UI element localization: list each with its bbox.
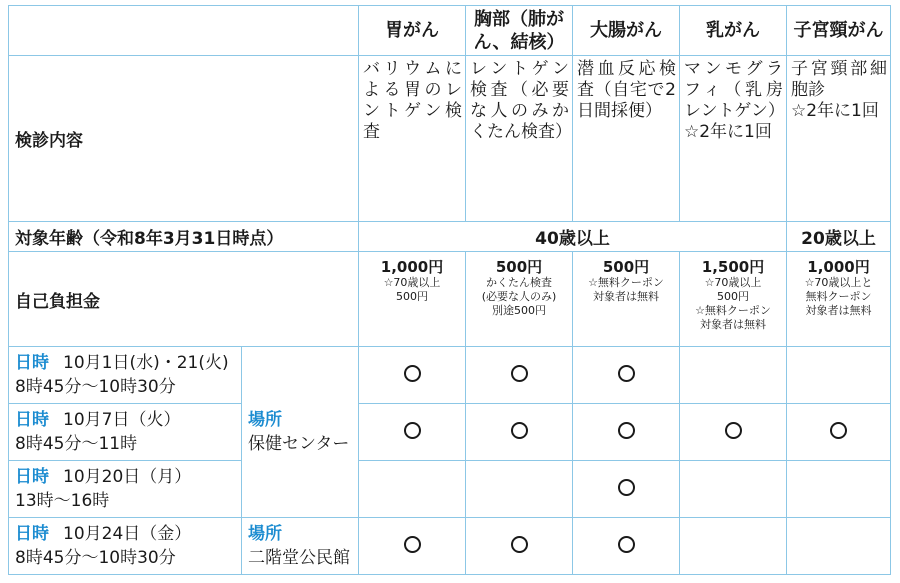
available-mark: [725, 422, 742, 439]
place-label: 場所: [248, 410, 282, 430]
header-row: [9, 6, 891, 56]
mark-cell: [680, 461, 787, 518]
cost-cell-breast: [680, 252, 787, 347]
place-label: 場所: [248, 524, 282, 544]
mark-cell: [573, 461, 680, 518]
cost-amount: 1,000円: [807, 258, 870, 276]
cost-amount: 1,000円: [380, 258, 444, 276]
exam-row: [9, 56, 891, 222]
screening-table: [8, 5, 891, 575]
available-mark: [404, 422, 421, 439]
mark-cell: [359, 518, 466, 575]
mark-cell: [787, 347, 891, 404]
schedule-row: [9, 404, 891, 461]
col-header-cervical: 子宮頸がん: [787, 6, 891, 56]
exam-text: レントゲン検査（必要な人のみかくたん検査）: [470, 59, 572, 142]
age-row: [9, 222, 891, 252]
age-value-main: 40歳以上: [359, 222, 787, 252]
schedule-date: 10月1日(水)・21(火): [63, 353, 229, 373]
cost-note: ☆70歳以上 500円 ☆無料クーポン 対象者は無料: [695, 276, 771, 331]
mark-cell: [359, 347, 466, 404]
available-mark: [618, 479, 635, 496]
date-label: 日時: [15, 467, 49, 487]
cost-note: ☆無料クーポン 対象者は無料: [588, 276, 664, 303]
exam-cell-cervical: [787, 56, 891, 222]
exam-text: マンモグラフィ（乳房レントゲン）: [684, 59, 785, 121]
col-header-chest: 胸部（肺が ん、結核）: [466, 6, 573, 56]
exam-note: ☆2年に1回: [791, 101, 879, 121]
exam-note: ☆2年に1回: [684, 122, 772, 142]
schedule-datetime: [9, 518, 242, 575]
date-label: 日時: [15, 410, 49, 430]
schedule-row: [9, 518, 891, 575]
date-label: 日時: [15, 353, 49, 373]
cost-row-label: 自己負担金: [9, 252, 359, 347]
mark-cell: [573, 404, 680, 461]
exam-row-label: 検診内容: [9, 56, 359, 222]
schedule-time: 8時45分～11時: [15, 434, 138, 454]
available-mark: [511, 422, 528, 439]
schedule-date: 10月24日（金）: [63, 524, 192, 544]
mark-cell: [573, 518, 680, 575]
schedule-place: [242, 347, 359, 518]
mark-cell: [680, 518, 787, 575]
mark-cell: [787, 404, 891, 461]
col-header-stomach: 胃がん: [359, 6, 466, 56]
schedule-date: 10月7日（火）: [63, 410, 181, 430]
available-mark: [404, 365, 421, 382]
schedule-time: 13時～16時: [15, 491, 110, 511]
available-mark: [618, 536, 635, 553]
available-mark: [404, 536, 421, 553]
schedule-datetime: [9, 461, 242, 518]
cost-cell-chest: [466, 252, 573, 347]
schedule-date: 10月20日（月）: [63, 467, 192, 487]
mark-cell: [466, 461, 573, 518]
available-mark: [511, 365, 528, 382]
cost-note: かくたん検査 (必要な人のみ) 別途500円: [481, 276, 557, 317]
mark-cell: [680, 404, 787, 461]
mark-cell: [680, 347, 787, 404]
available-mark: [618, 365, 635, 382]
cost-amount: 1,500円: [701, 258, 765, 276]
mark-cell: [359, 404, 466, 461]
cost-amount: 500円: [495, 258, 543, 276]
cost-amount: 500円: [602, 258, 650, 276]
cost-cell-cervical: [787, 252, 891, 347]
exam-text: 潜血反応検査（自宅で2日間採便）: [577, 59, 676, 121]
date-label: 日時: [15, 524, 49, 544]
exam-cell-breast: [680, 56, 787, 222]
exam-text: バリウムによる胃のレントゲン検査: [363, 59, 462, 142]
exam-cell-colon: [573, 56, 680, 222]
available-mark: [618, 422, 635, 439]
mark-cell: [359, 461, 466, 518]
col-header-colon: 大腸がん: [573, 6, 680, 56]
exam-cell-chest: [466, 56, 573, 222]
cost-note: ☆70歳以上と 無料クーポン 対象者は無料: [804, 276, 873, 317]
mark-cell: [787, 461, 891, 518]
cost-note: ☆70歳以上 500円: [383, 276, 441, 303]
mark-cell: [573, 347, 680, 404]
schedule-datetime: [9, 347, 242, 404]
schedule-time: 8時45分～10時30分: [15, 377, 176, 397]
exam-cell-stomach: [359, 56, 466, 222]
age-value-cervical: 20歳以上: [787, 222, 891, 252]
schedule-time: 8時45分～10時30分: [15, 548, 176, 568]
exam-text: 子宮頸部細胞診: [791, 59, 887, 100]
schedule-datetime: [9, 404, 242, 461]
available-mark: [830, 422, 847, 439]
mark-cell: [787, 518, 891, 575]
mark-cell: [466, 518, 573, 575]
available-mark: [511, 536, 528, 553]
mark-cell: [466, 404, 573, 461]
cost-cell-colon: [573, 252, 680, 347]
cost-row: [9, 252, 891, 347]
mark-cell: [466, 347, 573, 404]
schedule-row: [9, 347, 891, 404]
schedule-place: [242, 518, 359, 575]
age-row-label: 対象年齢（令和8年3月31日時点）: [9, 222, 359, 252]
place-name: 保健センター: [248, 434, 350, 454]
cost-cell-stomach: [359, 252, 466, 347]
place-name: 二階堂公民館: [248, 548, 350, 568]
col-header-breast: 乳がん: [680, 6, 787, 56]
schedule-row: [9, 461, 891, 518]
corner-cell: [9, 6, 359, 56]
